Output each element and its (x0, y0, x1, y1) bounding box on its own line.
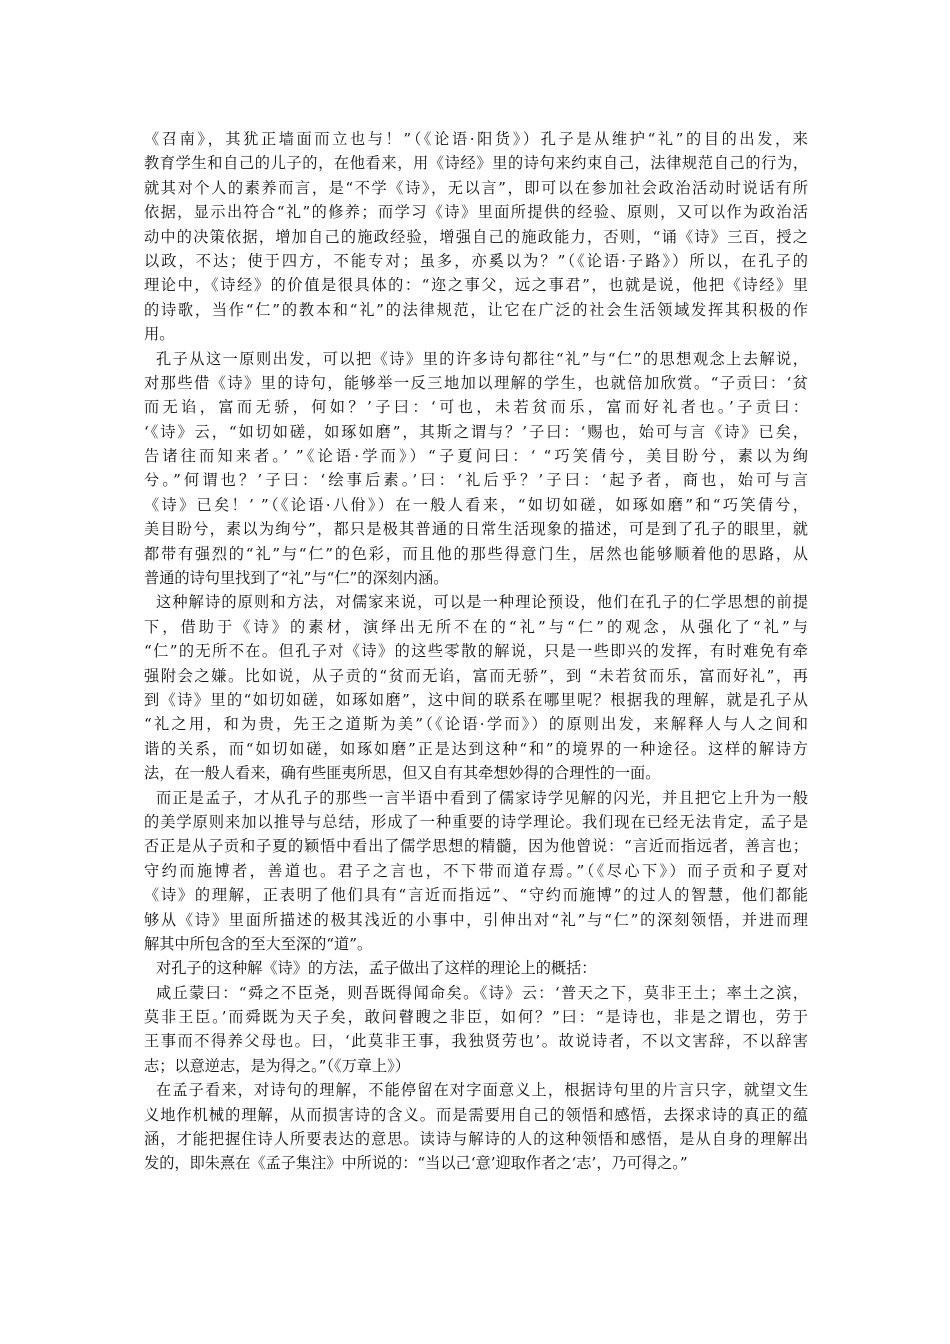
text-line: 发的，即朱熹在《孟子集注》中所说的：“当以己‘意’迎取作者之‘志’，乃可得之。” (144, 1154, 688, 1173)
paragraph (144, 786, 808, 957)
text-line: 动中的决策依据，增加自己的施政经验，增强自己的施政能力，否则，“诵《诗》三百，授之 (144, 227, 808, 246)
text-line: 美目盼兮，素以为绚兮”，都只是极其普通的日常生活现象的描述，可是到了孔子的眼里，就 (144, 520, 808, 539)
text-line: “礼之用，和为贵，先王之道斯为美”（《论语·学而》）的原则出发，来解释人与人之间和 (144, 715, 808, 734)
text-line: 这种解诗的原则和方法，对儒家来说，可以是一种理论预设，他们在孔子的仁学思想的前提 (156, 593, 808, 612)
text-line: 王事而不得养父母也。曰，‘此莫非王事，我独贤劳也’。故说诗者，不以文害辞，不以辞害 (144, 1032, 808, 1051)
text-line: 告诸往而知来者。’ ”《论语·学而》）“子夏问曰：‘ “巧笑倩兮，美目盼兮，素以为绚 (144, 447, 808, 466)
text-line: ‘《诗》云，“如切如磋，如琢如磨”，其斯之谓与？’子曰：‘赐也，始可与言《诗》已矣， (144, 422, 808, 441)
text-line: “仁”的无所不在。但孔子对《诗》的这些零散的解说，只是一些即兴的发挥，有时难免有牵 (144, 642, 808, 661)
text-line: 够从《诗》里面所描述的极其浅近的小事中，引伸出对“礼”与“仁”的深刻领悟，并进而理 (144, 910, 808, 929)
paragraph (144, 981, 808, 1079)
text-line: 都带有强烈的“礼”与“仁”的色彩，而且他的那些得意门生，居然也能够顺着他的思路，从 (144, 544, 808, 563)
text-line: 莫非王臣。’而舜既为天子矣，敢问瞽瞍之非臣，如何？”曰：“是诗也，非是之谓也，劳于 (144, 1008, 808, 1027)
text-line: 谐的关系，而“如切如磋，如琢如磨”正是达到这种“和”的境界的一种途径。这样的解诗方 (144, 739, 808, 758)
text-line: 理论中，《诗经》的价值是很具体的：“迩之事父，远之事君”，也就是说，他把《诗经》里 (144, 276, 808, 295)
text-line: 而无谄，富而无骄，何如？’子曰：‘可也，未若贫而乐，富而好礼者也。’子贡曰： (144, 398, 808, 417)
paragraph (144, 956, 808, 980)
text-line: 就其对个人的素养而言，是“不学《诗》，无以言”，即可以在参加社会政治活动时说话有所 (144, 178, 808, 197)
text-line: 强附会之嫌。比如说，从子贡的“贫而无谄，富而无骄”，到 “未若贫而乐，富而好礼”，再 (144, 666, 808, 685)
text-line: 依据，显示出符合“礼”的修养；而学习《诗》里面所提供的经验、原则，又可以作为政治活 (144, 203, 808, 222)
text-line: 咸丘蒙曰：“舜之不臣尧，则吾既得闻命矣。《诗》云：‘普天之下，莫非王土；率土之滨， (156, 983, 808, 1002)
text-line: 否正是从子贡和子夏的颖悟中看出了儒学思想的精髓，因为他曾说：“言近而指远者，善言也； (144, 837, 808, 856)
text-line: 而正是孟子，才从孔子的那些一言半语中看到了儒家诗学见解的闪光，并且把它上升为一般 (156, 788, 808, 807)
document-page (144, 127, 808, 1176)
text-line: 普通的诗句里找到了“礼”与“仁”的深刻内涵。 (144, 569, 449, 588)
text-line: 《诗》已矣！’ ”（《论语·八佾》）在一般人看来，“如切如磋，如琢如磨”和“巧笑倩兮， (144, 495, 808, 514)
text-line: 用。 (144, 325, 175, 344)
text-line: 对那些借《诗》里的诗句，能够举一反三地加以理解的学生，也就倍加欣赏。“子贡曰：‘贫 (144, 373, 808, 392)
text-line: 教育学生和自己的儿子的，在他看来，用《诗经》里的诗句来约束自己，法律规范自己的行为， (144, 154, 808, 173)
paragraph (144, 1078, 808, 1176)
text-line: 《召南》，其犹正墙面而立也与！”（《论语·阳货》）孔子是从维护“礼”的目的出发，来 (144, 130, 808, 148)
text-line: 志；以意逆志，是为得之。”（《万章上》） (144, 1056, 410, 1075)
text-line: 下，借助于《诗》的素材，演绎出无所不在的“礼”与“仁”的观念，从强化了“礼”与 (144, 617, 808, 636)
text-line: 到《诗》里的“如切如磋，如琢如磨”，这中间的联系在哪里呢？根据我的理解，就是孔子从 (144, 690, 808, 709)
text-line: 守约而施博者，善道也。君子之言也，不下带而道存焉。”（《尽心下》）而子贡和子夏对 (144, 861, 808, 880)
paragraph (144, 590, 808, 785)
text-line: 在孟子看来，对诗句的理解，不能停留在对字面意义上，根据诗句里的片言只字，就望文生 (156, 1081, 808, 1100)
text-line: 对孔子的这种解《诗》的方法，孟子做出了这样的理论上的概括： (156, 959, 597, 978)
text-line: 以政，不达；使于四方，不能专对；虽多，亦奚以为？”（《论语·子路》）所以，在孔子的 (144, 251, 808, 270)
text-line: 涵，才能把握住诗人所要表达的意思。读诗与解诗的人的这种领悟和感悟，是从自身的理解出 (144, 1130, 808, 1149)
text-line: 义地作机械的理解，从而损害诗的含义。而是需要用自己的领悟和感悟，去探求诗的真正的蕴 (144, 1105, 808, 1124)
text-line: 的美学原则来加以推导与总结，形成了一种重要的诗学理论。我们现在已经无法肯定，孟子是 (144, 812, 808, 831)
text-line: 《诗》的理解，正表明了他们具有“言近而指远”、“守约而施博”的过人的智慧，他们都能 (144, 886, 808, 905)
paragraph (144, 347, 808, 591)
text-line: 解其中所包含的至大至深的“道”。 (144, 934, 373, 953)
text-line: 法，在一般人看来，确有些匪夷所思，但又自有其牵想妙得的合理性的一面。 (144, 764, 661, 783)
text-line: 的诗歌，当作“仁”的教本和“礼”的法律规范，让它在广泛的社会生活领域发挥其积极的作 (144, 300, 808, 319)
paragraph (144, 127, 808, 347)
text-line: 兮。”何谓也？’子曰：‘绘事后素。’曰：‘礼后乎？’子曰：‘起予者，商也，始可与言 (144, 471, 808, 490)
text-line: 孔子从这一原则出发，可以把《诗》里的许多诗句都往“礼”与“仁”的思想观念上去解说， (156, 349, 808, 368)
